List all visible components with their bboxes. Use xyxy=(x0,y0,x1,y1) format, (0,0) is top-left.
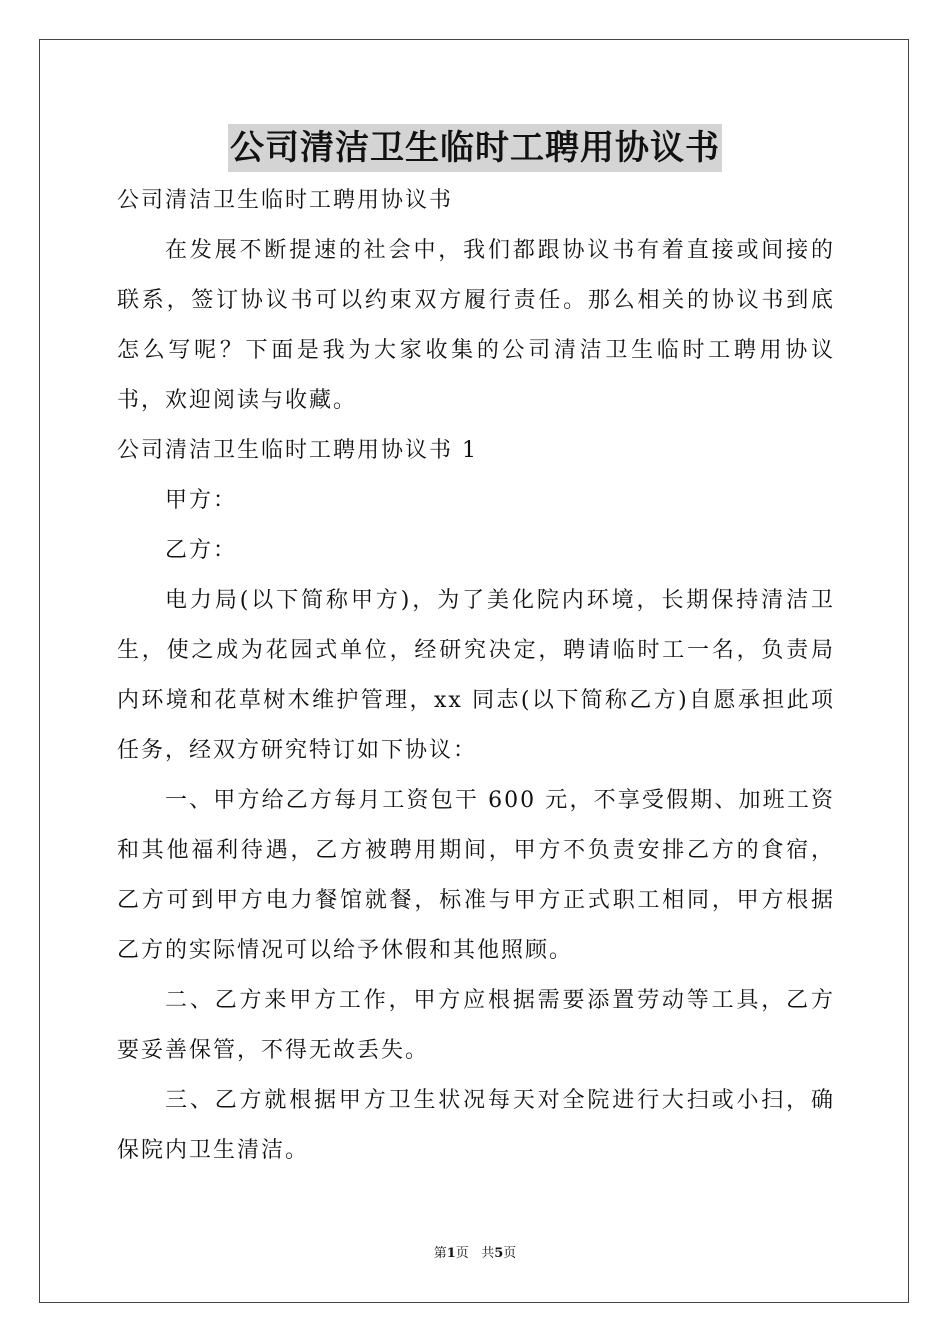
total-suffix: 页 xyxy=(503,1246,517,1261)
section-heading: 公司清洁卫生临时工聘用协议书 1 xyxy=(117,438,478,463)
document-title: 公司清洁卫生临时工聘用协议书 xyxy=(228,124,722,172)
party-b-line: 乙方： xyxy=(165,538,238,563)
page-suffix: 页 xyxy=(455,1246,469,1261)
page-footer xyxy=(0,1244,950,1264)
party-a-line: 甲方： xyxy=(165,488,238,513)
subtitle-paragraph: 公司清洁卫生临时工聘用协议书 xyxy=(117,188,454,213)
clause-2-paragraph: 二、乙方来甲方工作，甲方应根据需要添置劳动等工具，乙方要妥善保管，不得无故丢失。 xyxy=(117,988,835,1063)
document-body xyxy=(117,176,835,1176)
preamble-paragraph: 电力局(以下简称甲方)，为了美化院内环境，长期保持清洁卫生，使之成为花园式单位，经研究决定，聘请临时工一名，负责局内环境和花草树木维护管理，xx 同志(以下简称乙方)自愿承担此项任务，经双方研究特订如下协议： xyxy=(117,588,835,763)
clause-1-paragraph: 一、甲方给乙方每月工资包干 600 元，不享受假期、加班工资和其他福利待遇，乙方被聘用期间，甲方不负责安排乙方的食宿，乙方可到甲方电力餐馆就餐，标准与甲方正式职工相同，甲方根据乙方的实际情况可以给予休假和其他照顾。 xyxy=(117,788,835,963)
title-area xyxy=(0,124,950,172)
page-current: 1 xyxy=(446,1246,456,1261)
page-total: 5 xyxy=(494,1246,504,1261)
total-prefix: 共 xyxy=(481,1246,495,1261)
clause-3-paragraph: 三、乙方就根据甲方卫生状况每天对全院进行大扫或小扫，确保院内卫生清洁。 xyxy=(117,1088,835,1163)
intro-paragraph: 在发展不断提速的社会中，我们都跟协议书有着直接或间接的联系，签订协议书可以约束双方履行责任。那么相关的协议书到底怎么写呢？下面是我为大家收集的公司清洁卫生临时工聘用协议书，欢迎阅读与收藏。 xyxy=(117,238,835,413)
page-prefix: 第 xyxy=(433,1246,447,1261)
